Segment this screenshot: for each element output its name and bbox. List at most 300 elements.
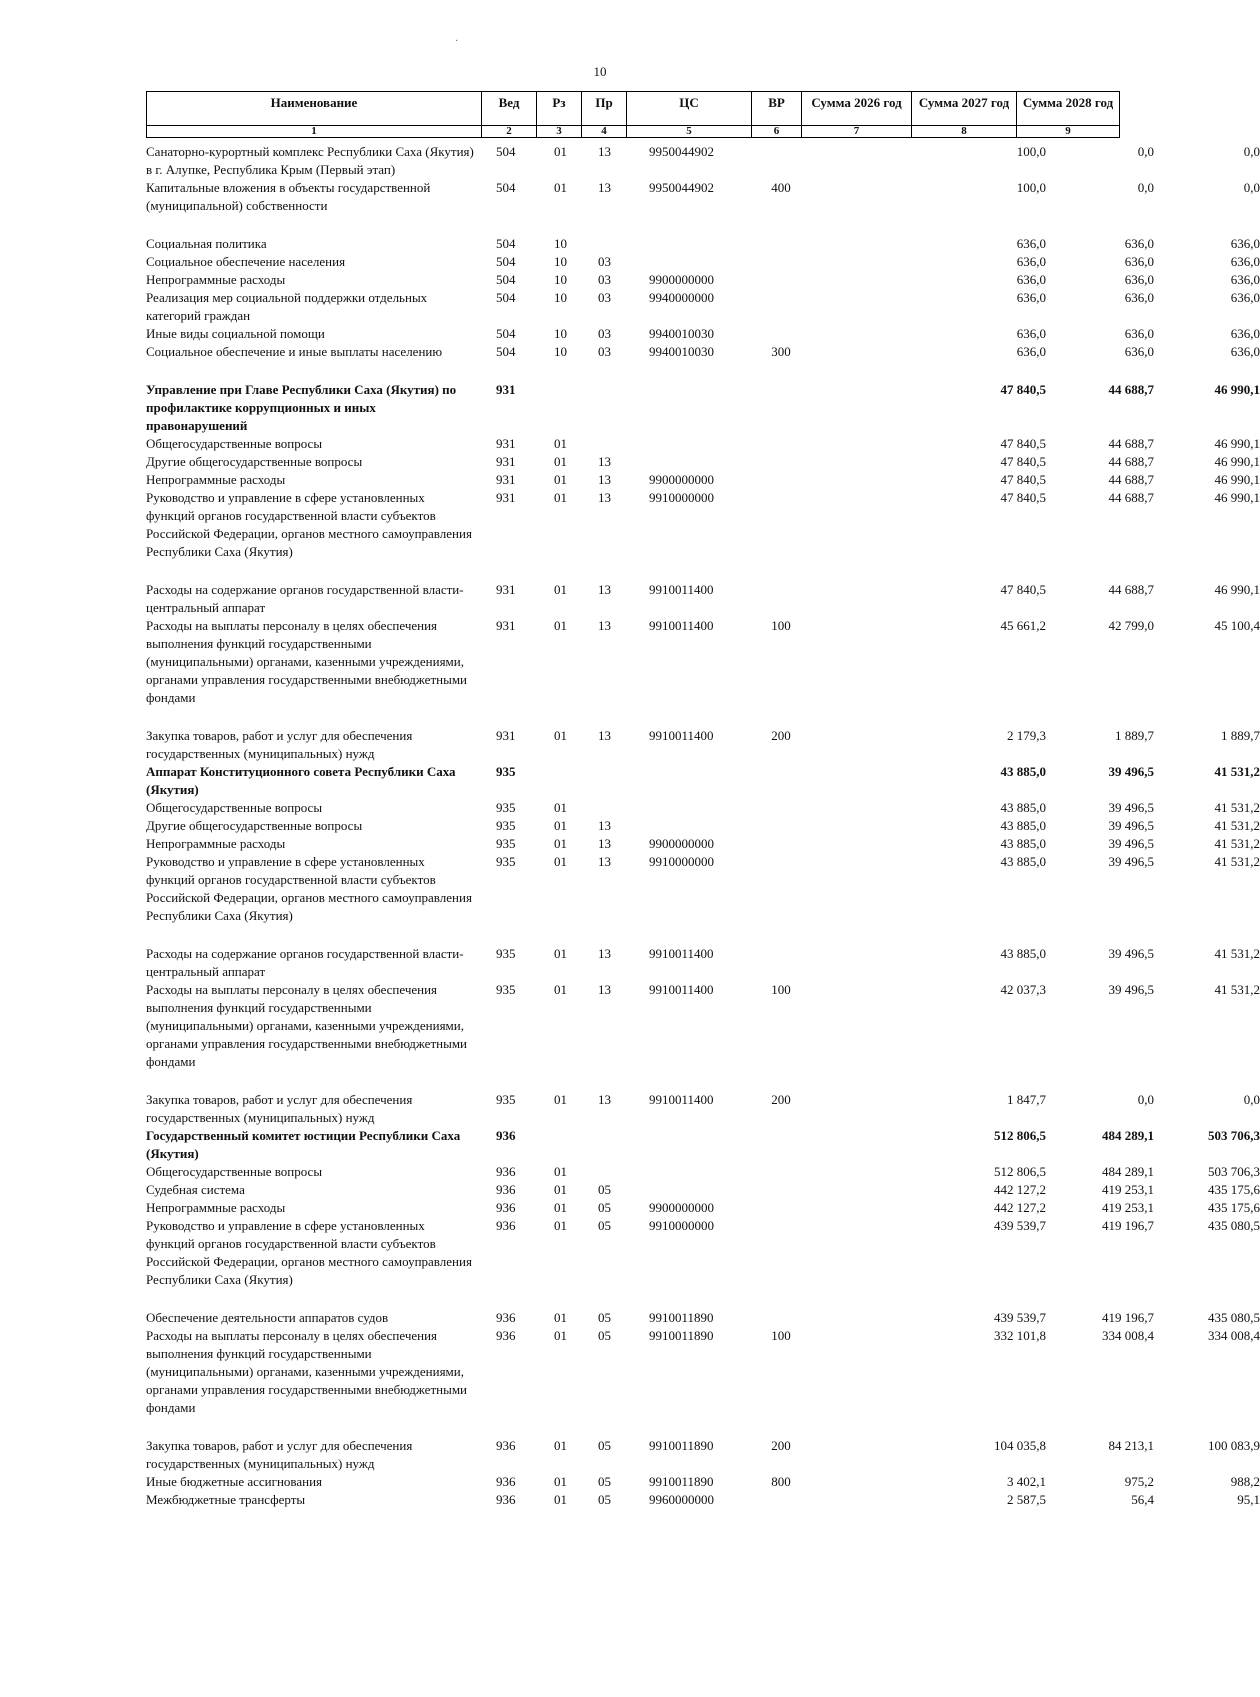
cell-rz: 10	[554, 254, 567, 269]
cell-pr: 05	[598, 1492, 611, 1507]
cell-name: Непрограммные расходы	[146, 472, 286, 487]
cell-name: Расходы на содержание органов государственной власти- центральный аппарат	[146, 946, 464, 979]
cell-s2: 44 688,7	[1108, 582, 1154, 597]
cell-s2: 636,0	[1124, 254, 1154, 269]
cell-name: Другие общегосударственные вопросы	[146, 454, 363, 469]
cell-s2: 39 496,5	[1108, 836, 1154, 851]
cell-s2: 636,0	[1124, 236, 1154, 251]
cell-vr: 200	[771, 1092, 791, 1107]
cell-s2: 42 799,0	[1108, 618, 1154, 633]
cell-cs: 9940000000	[649, 290, 714, 305]
table-row	[146, 235, 1260, 253]
cell-rz: 01	[554, 854, 567, 869]
table-row	[146, 581, 1260, 617]
table-row	[146, 1491, 1260, 1509]
cell-ved: 935	[496, 800, 516, 815]
cell-name: Руководство и управление в сфере установленных функций органов государственной власти субъектов Российской Федерации, органов местного самоуправления Республики Саха (Якутия)	[146, 1218, 472, 1287]
cell-ved: 931	[496, 454, 516, 469]
cell-name: Непрограммные расходы	[146, 1200, 286, 1215]
cell-pr: 13	[598, 836, 611, 851]
cell-s2: 484 289,1	[1102, 1164, 1154, 1179]
cell-s3: 46 990,1	[1214, 582, 1260, 597]
cell-s1: 43 885,0	[1000, 854, 1046, 869]
cell-s1: 512 806,5	[994, 1164, 1046, 1179]
header-table	[146, 91, 1120, 138]
cell-s1: 43 885,0	[1000, 800, 1046, 815]
cell-name: Социальное обеспечение и иные выплаты населению	[146, 344, 443, 359]
cell-s2: 636,0	[1124, 272, 1154, 287]
cell-rz: 01	[554, 582, 567, 597]
cell-rz: 10	[554, 272, 567, 287]
cell-s3: 435 080,5	[1208, 1310, 1260, 1325]
table-row	[146, 489, 1260, 561]
cell-name: Руководство и управление в сфере установленных функций органов государственной власти субъектов Российской Федерации, органов местного самоуправления Республики Саха (Якутия)	[146, 854, 472, 923]
col-number-7: 7	[802, 126, 912, 138]
cell-rz: 10	[554, 326, 567, 341]
cell-ved: 936	[496, 1492, 516, 1507]
cell-s3: 636,0	[1230, 326, 1260, 341]
cell-s1: 439 539,7	[994, 1218, 1046, 1233]
cell-rz: 01	[554, 728, 567, 743]
cell-s1: 512 806,5	[994, 1128, 1046, 1143]
table-row	[146, 1473, 1260, 1491]
cell-s2: 44 688,7	[1108, 490, 1154, 505]
table-row	[146, 1091, 1260, 1127]
cell-rz: 01	[554, 1438, 567, 1453]
cell-s1: 47 840,5	[1000, 382, 1046, 397]
cell-name: Управление при Главе Республики Саха (Якутия) по профилактике коррупционных и иных правонарушений	[146, 382, 457, 433]
col-number-4: 4	[582, 126, 627, 138]
cell-s3: 41 531,2	[1214, 764, 1260, 779]
col-header-name: Наименование	[147, 92, 482, 126]
col-number-2: 2	[482, 126, 537, 138]
cell-ved: 931	[496, 582, 516, 597]
col-number-9: 9	[1017, 126, 1120, 138]
cell-s3: 435 080,5	[1208, 1218, 1260, 1233]
cell-s3: 46 990,1	[1214, 382, 1260, 397]
cell-ved: 936	[496, 1438, 516, 1453]
cell-s1: 43 885,0	[1000, 946, 1046, 961]
cell-s3: 1 889,7	[1221, 728, 1260, 743]
cell-ved: 931	[496, 490, 516, 505]
cell-cs: 9900000000	[649, 272, 714, 287]
cell-cs: 9900000000	[649, 1200, 714, 1215]
cell-rz: 01	[554, 836, 567, 851]
cell-ved: 935	[496, 764, 516, 779]
cell-s3: 95,1	[1237, 1492, 1260, 1507]
cell-ved: 931	[496, 618, 516, 633]
cell-name: Общегосударственные вопросы	[146, 436, 323, 451]
cell-pr: 13	[598, 472, 611, 487]
cell-rz: 01	[554, 946, 567, 961]
table-row	[146, 179, 1260, 215]
cell-name: Расходы на выплаты персоналу в целях обеспечения выполнения функций государственными (муниципальными) органами, казенными учреждениями, органами управления государственными внебюджетными фондами	[146, 982, 468, 1069]
cell-s2: 419 253,1	[1102, 1182, 1154, 1197]
cell-s2: 44 688,7	[1108, 472, 1154, 487]
cell-s2: 419 196,7	[1102, 1218, 1154, 1233]
cell-s1: 42 037,3	[1000, 982, 1046, 997]
cell-cs: 9910000000	[649, 854, 714, 869]
cell-rz: 01	[554, 490, 567, 505]
cell-rz: 01	[554, 472, 567, 487]
cell-s2: 39 496,5	[1108, 946, 1154, 961]
table-row	[146, 1327, 1260, 1417]
cell-s1: 332 101,8	[994, 1328, 1046, 1343]
table-row	[146, 981, 1260, 1071]
cell-s3: 636,0	[1230, 236, 1260, 251]
col-number-8: 8	[912, 126, 1017, 138]
cell-ved: 936	[496, 1328, 516, 1343]
cell-ved: 931	[496, 436, 516, 451]
table-row	[146, 1217, 1260, 1289]
cell-ved: 936	[496, 1182, 516, 1197]
cell-cs: 9910011400	[649, 982, 714, 997]
cell-pr: 13	[598, 582, 611, 597]
cell-s1: 2 179,3	[1007, 728, 1046, 743]
cell-s3: 636,0	[1230, 254, 1260, 269]
cell-name: Общегосударственные вопросы	[146, 800, 323, 815]
col-header-pr: Пр	[582, 92, 627, 126]
table-row	[146, 435, 1260, 453]
cell-ved: 936	[496, 1128, 516, 1143]
cell-name: Социальная политика	[146, 236, 267, 251]
cell-ved: 931	[496, 472, 516, 487]
cell-ved: 504	[496, 344, 516, 359]
cell-s2: 39 496,5	[1108, 818, 1154, 833]
cell-name: Государственный комитет юстиции Республики Саха (Якутия)	[146, 1128, 461, 1161]
cell-pr: 13	[598, 618, 611, 633]
cell-ved: 935	[496, 1092, 516, 1107]
cell-s3: 435 175,6	[1208, 1182, 1260, 1197]
cell-pr: 05	[598, 1328, 611, 1343]
cell-s1: 636,0	[1016, 290, 1046, 305]
cell-s3: 41 531,2	[1214, 836, 1260, 851]
cell-s1: 100,0	[1016, 144, 1046, 159]
cell-name: Закупка товаров, работ и услуг для обеспечения государственных (муниципальных) нужд	[146, 1438, 413, 1471]
cell-s2: 0,0	[1137, 144, 1154, 159]
cell-s3: 41 531,2	[1214, 800, 1260, 815]
cell-rz: 01	[554, 1200, 567, 1215]
cell-s2: 39 496,5	[1108, 764, 1154, 779]
col-number-5: 5	[627, 126, 752, 138]
table-row	[146, 799, 1260, 817]
table-row	[146, 835, 1260, 853]
cell-s1: 100,0	[1016, 180, 1046, 195]
cell-s1: 47 840,5	[1000, 490, 1046, 505]
col-header-ved: Вед	[482, 92, 537, 126]
cell-s2: 84 213,1	[1108, 1438, 1154, 1453]
cell-cs: 9910011400	[649, 1092, 714, 1107]
cell-pr: 05	[598, 1310, 611, 1325]
col-header-rz: Рз	[537, 92, 582, 126]
table-row	[146, 1437, 1260, 1473]
cell-ved: 504	[496, 326, 516, 341]
cell-s1: 47 840,5	[1000, 582, 1046, 597]
cell-cs: 9910011890	[649, 1438, 714, 1453]
cell-rz: 01	[554, 1218, 567, 1233]
cell-s3: 0,0	[1243, 144, 1260, 159]
cell-cs: 9950044902	[649, 180, 714, 195]
cell-s3: 46 990,1	[1214, 472, 1260, 487]
cell-s2: 636,0	[1124, 326, 1154, 341]
cell-ved: 935	[496, 946, 516, 961]
table-row	[146, 1163, 1260, 1181]
table-row	[146, 253, 1260, 271]
cell-name: Иные виды социальной помощи	[146, 326, 325, 341]
cell-name: Другие общегосударственные вопросы	[146, 818, 363, 833]
col-header-cs: ЦС	[627, 92, 752, 126]
cell-vr: 300	[771, 344, 791, 359]
col-number-1: 1	[147, 126, 482, 138]
cell-pr: 13	[598, 144, 611, 159]
table-row	[146, 453, 1260, 471]
cell-s1: 47 840,5	[1000, 436, 1046, 451]
cell-rz: 01	[554, 818, 567, 833]
cell-pr: 03	[598, 272, 611, 287]
cell-name: Расходы на содержание органов государственной власти- центральный аппарат	[146, 582, 464, 615]
cell-cs: 9950044902	[649, 144, 714, 159]
cell-s1: 636,0	[1016, 236, 1046, 251]
cell-name: Общегосударственные вопросы	[146, 1164, 323, 1179]
cell-s2: 419 196,7	[1102, 1310, 1154, 1325]
cell-rz: 01	[554, 982, 567, 997]
cell-cs: 9910011400	[649, 618, 714, 633]
cell-cs: 9910011890	[649, 1328, 714, 1343]
cell-s2: 419 253,1	[1102, 1200, 1154, 1215]
cell-s3: 46 990,1	[1214, 490, 1260, 505]
table-row	[146, 727, 1260, 763]
cell-cs: 9910000000	[649, 1218, 714, 1233]
cell-rz: 01	[554, 1092, 567, 1107]
cell-pr: 03	[598, 344, 611, 359]
cell-pr: 13	[598, 454, 611, 469]
cell-vr: 200	[771, 1438, 791, 1453]
table-row	[146, 381, 1260, 435]
cell-s1: 2 587,5	[1007, 1492, 1046, 1507]
cell-s3: 41 531,2	[1214, 946, 1260, 961]
cell-name: Судебная система	[146, 1182, 245, 1197]
cell-s2: 0,0	[1137, 180, 1154, 195]
cell-vr: 100	[771, 982, 791, 997]
cell-pr: 05	[598, 1438, 611, 1453]
cell-s3: 0,0	[1243, 1092, 1260, 1107]
cell-s1: 636,0	[1016, 254, 1046, 269]
cell-rz: 01	[554, 1492, 567, 1507]
cell-rz: 01	[554, 180, 567, 195]
cell-name: Аппарат Конституционного совета Республики Саха (Якутия)	[146, 764, 456, 797]
cell-cs: 9910011400	[649, 946, 714, 961]
cell-s2: 39 496,5	[1108, 800, 1154, 815]
cell-rz: 01	[554, 436, 567, 451]
cell-s1: 43 885,0	[1000, 818, 1046, 833]
cell-s1: 104 035,8	[994, 1438, 1046, 1453]
cell-vr: 200	[771, 728, 791, 743]
table-row	[146, 343, 1260, 361]
cell-s2: 636,0	[1124, 344, 1154, 359]
cell-name: Иные бюджетные ассигнования	[146, 1474, 323, 1489]
cell-s1: 47 840,5	[1000, 454, 1046, 469]
cell-s1: 43 885,0	[1000, 836, 1046, 851]
cell-s2: 44 688,7	[1108, 436, 1154, 451]
cell-name: Расходы на выплаты персоналу в целях обеспечения выполнения функций государственными (муниципальными) органами, казенными учреждениями, органами управления государственными внебюджетными фондами	[146, 618, 468, 705]
table-header	[146, 91, 1119, 138]
cell-pr: 05	[598, 1182, 611, 1197]
cell-name: Расходы на выплаты персоналу в целях обеспечения выполнения функций государственными (муниципальными) органами, казенными учреждениями, органами управления государственными внебюджетными фондами	[146, 1328, 468, 1415]
cell-s2: 44 688,7	[1108, 454, 1154, 469]
cell-ved: 935	[496, 836, 516, 851]
cell-name: Руководство и управление в сфере установленных функций органов государственной власти субъектов Российской Федерации, органов местного самоуправления Республики Саха (Якутия)	[146, 490, 472, 559]
table-row	[146, 763, 1260, 799]
cell-s3: 0,0	[1243, 180, 1260, 195]
cell-ved: 936	[496, 1218, 516, 1233]
table-row	[146, 325, 1260, 343]
cell-ved: 504	[496, 272, 516, 287]
table-row	[146, 1309, 1260, 1327]
cell-ved: 935	[496, 854, 516, 869]
cell-s3: 41 531,2	[1214, 818, 1260, 833]
cell-name: Межбюджетные трансферты	[146, 1492, 306, 1507]
cell-s1: 636,0	[1016, 326, 1046, 341]
cell-cs: 9910000000	[649, 490, 714, 505]
cell-s2: 334 008,4	[1102, 1328, 1154, 1343]
cell-ved: 504	[496, 254, 516, 269]
cell-cs: 9900000000	[649, 836, 714, 851]
cell-ved: 504	[496, 290, 516, 305]
cell-rz: 10	[554, 290, 567, 305]
cell-s3: 636,0	[1230, 290, 1260, 305]
table-row	[146, 945, 1260, 981]
table-row	[146, 1127, 1260, 1163]
cell-rz: 01	[554, 1182, 567, 1197]
table-row	[146, 617, 1260, 707]
cell-ved: 504	[496, 180, 516, 195]
cell-pr: 13	[598, 818, 611, 833]
table-row	[146, 143, 1260, 179]
table-row	[146, 1199, 1260, 1217]
cell-name: Непрограммные расходы	[146, 272, 286, 287]
cell-cs: 9900000000	[649, 472, 714, 487]
cell-s3: 636,0	[1230, 344, 1260, 359]
cell-s1: 45 661,2	[1000, 618, 1046, 633]
cell-name: Санаторно-курортный комплекс Республики Саха (Якутия) в г. Алупке, Республика Крым (Первый этап)	[146, 144, 474, 177]
table-row	[146, 271, 1260, 289]
cell-ved: 936	[496, 1474, 516, 1489]
cell-pr: 05	[598, 1474, 611, 1489]
table-row	[146, 817, 1260, 835]
cell-ved: 935	[496, 818, 516, 833]
cell-cs: 9960000000	[649, 1492, 714, 1507]
cell-s3: 988,2	[1230, 1474, 1260, 1489]
cell-ved: 936	[496, 1164, 516, 1179]
cell-s1: 439 539,7	[994, 1310, 1046, 1325]
cell-s1: 442 127,2	[994, 1200, 1046, 1215]
cell-s1: 1 847,7	[1007, 1092, 1046, 1107]
cell-cs: 9910011400	[649, 728, 714, 743]
cell-cs: 9940010030	[649, 326, 714, 341]
cell-s2: 636,0	[1124, 290, 1154, 305]
cell-pr: 13	[598, 490, 611, 505]
cell-rz: 01	[554, 1164, 567, 1179]
cell-pr: 03	[598, 326, 611, 341]
cell-pr: 03	[598, 254, 611, 269]
cell-rz: 10	[554, 236, 567, 251]
cell-name: Реализация мер социальной поддержки отдельных категорий граждан	[146, 290, 428, 323]
cell-s3: 435 175,6	[1208, 1200, 1260, 1215]
cell-s3: 41 531,2	[1214, 854, 1260, 869]
cell-s3: 46 990,1	[1214, 436, 1260, 451]
cell-pr: 05	[598, 1200, 611, 1215]
cell-pr: 13	[598, 728, 611, 743]
cell-vr: 100	[771, 1328, 791, 1343]
cell-s1: 636,0	[1016, 344, 1046, 359]
cell-name: Обеспечение деятельности аппаратов судов	[146, 1310, 389, 1325]
col-number-3: 3	[537, 126, 582, 138]
cell-name: Капитальные вложения в объекты государственной (муниципальной) собственности	[146, 180, 431, 213]
cell-vr: 800	[771, 1474, 791, 1489]
cell-s2: 0,0	[1137, 1092, 1154, 1107]
cell-ved: 935	[496, 982, 516, 997]
cell-s3: 503 706,3	[1208, 1164, 1260, 1179]
cell-s3: 46 990,1	[1214, 454, 1260, 469]
cell-pr: 05	[598, 1218, 611, 1233]
page-number: 10	[593, 64, 607, 79]
cell-s2: 56,4	[1131, 1492, 1154, 1507]
cell-s2: 1 889,7	[1115, 728, 1154, 743]
cell-s2: 39 496,5	[1108, 854, 1154, 869]
col-number-6: 6	[752, 126, 802, 138]
cell-name: Закупка товаров, работ и услуг для обеспечения государственных (муниципальных) нужд	[146, 728, 413, 761]
cell-s3: 45 100,4	[1214, 618, 1260, 633]
cell-ved: 504	[496, 144, 516, 159]
cell-s3: 636,0	[1230, 272, 1260, 287]
cell-cs: 9910011890	[649, 1310, 714, 1325]
table-row	[146, 853, 1260, 925]
cell-s2: 484 289,1	[1102, 1128, 1154, 1143]
cell-s3: 334 008,4	[1208, 1328, 1260, 1343]
cell-vr: 100	[771, 618, 791, 633]
cell-rz: 01	[554, 1310, 567, 1325]
table-row	[146, 471, 1260, 489]
cell-s2: 39 496,5	[1108, 982, 1154, 997]
cell-rz: 10	[554, 344, 567, 359]
cell-ved: 931	[496, 382, 516, 397]
cell-vr: 400	[771, 180, 791, 195]
col-header-sum-2027: Сумма 2027 год	[912, 92, 1017, 126]
cell-ved: 931	[496, 728, 516, 743]
cell-cs: 9910011400	[649, 582, 714, 597]
cell-pr: 13	[598, 946, 611, 961]
cell-rz: 01	[554, 144, 567, 159]
table-body	[146, 143, 1260, 1509]
cell-cs: 9910011890	[649, 1474, 714, 1489]
cell-s1: 43 885,0	[1000, 764, 1046, 779]
cell-s1: 442 127,2	[994, 1182, 1046, 1197]
table-row	[146, 1181, 1260, 1199]
cell-rz: 01	[554, 454, 567, 469]
col-header-vr: ВР	[752, 92, 802, 126]
cell-rz: 01	[554, 1328, 567, 1343]
cell-pr: 13	[598, 1092, 611, 1107]
cell-ved: 936	[496, 1310, 516, 1325]
col-header-sum-2026: Сумма 2026 год	[802, 92, 912, 126]
cell-pr: 03	[598, 290, 611, 305]
cell-pr: 13	[598, 854, 611, 869]
table-row	[146, 289, 1260, 325]
cell-s1: 636,0	[1016, 272, 1046, 287]
cell-s2: 975,2	[1124, 1474, 1154, 1489]
cell-s1: 47 840,5	[1000, 472, 1046, 487]
cell-pr: 13	[598, 982, 611, 997]
